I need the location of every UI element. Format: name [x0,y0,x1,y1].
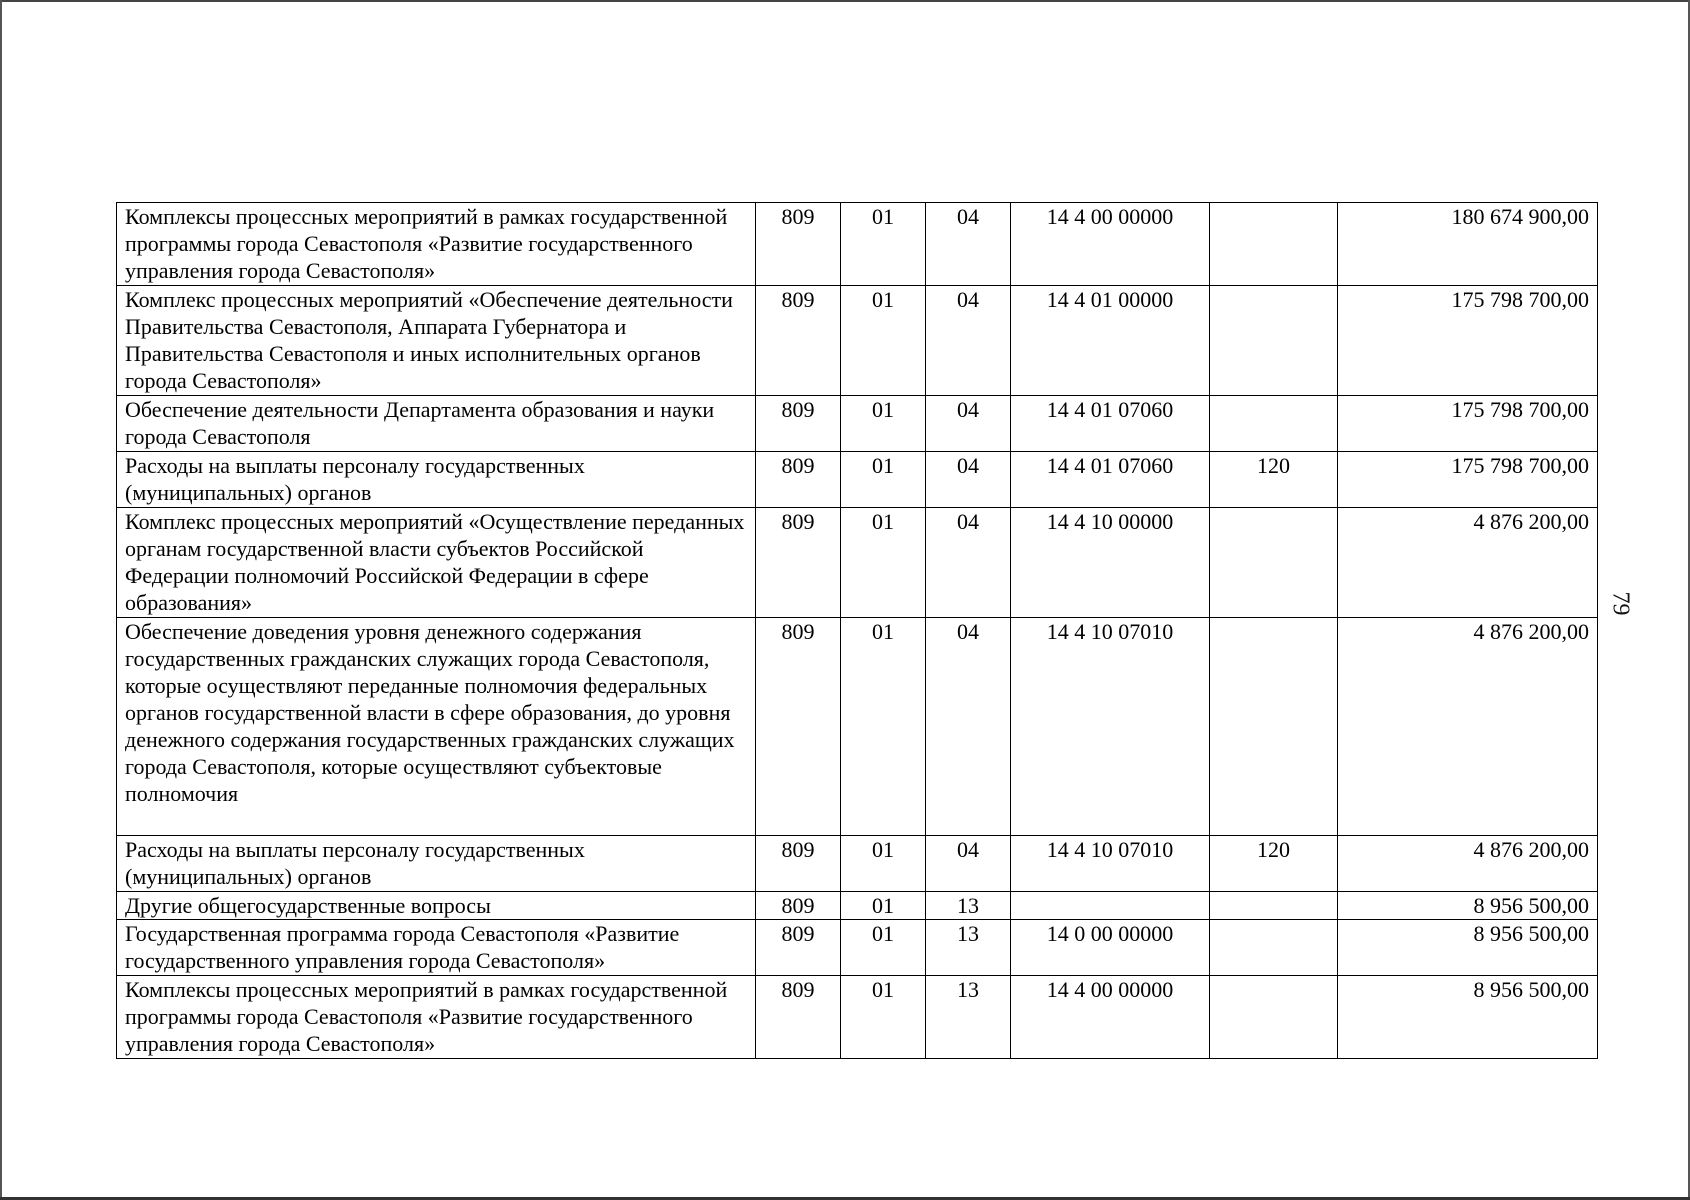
row-sum: 4 876 200,00 [1338,618,1598,836]
row-ved: 809 [756,920,841,976]
table-row [117,452,1598,508]
row-csr: 14 4 10 07010 [1011,836,1210,892]
table-row [117,920,1598,976]
row-ved: 809 [756,396,841,452]
row-name: Обеспечение деятельности Департамента образования и науки города Севастополя [117,396,756,452]
row-sum: 4 876 200,00 [1338,836,1598,892]
row-pr: 13 [926,920,1011,976]
table-row [117,396,1598,452]
row-sum: 175 798 700,00 [1338,286,1598,396]
row-sum: 175 798 700,00 [1338,452,1598,508]
row-rz: 01 [841,452,926,508]
row-vr [1210,976,1338,1059]
row-ved: 809 [756,892,841,920]
row-name: Расходы на выплаты персоналу государственных (муниципальных) органов [117,452,756,508]
row-sum: 4 876 200,00 [1338,508,1598,618]
row-rz: 01 [841,836,926,892]
row-vr [1210,203,1338,286]
row-csr: 14 0 00 00000 [1011,920,1210,976]
table-row [117,286,1598,396]
row-vr [1210,892,1338,920]
scan-edge-left [0,0,2,1200]
row-rz: 01 [841,976,926,1059]
row-csr: 14 4 10 07010 [1011,618,1210,836]
row-rz: 01 [841,618,926,836]
row-csr [1011,892,1210,920]
row-name: Комплексы процессных мероприятий в рамках государственной программы города Севастополя «Развитие государственного управления города Севастополя» [117,203,756,286]
row-vr [1210,920,1338,976]
row-vr [1210,618,1338,836]
row-csr: 14 4 10 00000 [1011,508,1210,618]
row-vr [1210,396,1338,452]
row-name: Другие общегосударственные вопросы [117,892,756,920]
row-ved: 809 [756,976,841,1059]
row-sum: 8 956 500,00 [1338,920,1598,976]
table-row [117,836,1598,892]
table-row [117,508,1598,618]
row-pr: 04 [926,396,1011,452]
row-pr: 04 [926,286,1011,396]
row-pr: 04 [926,618,1011,836]
row-ved: 809 [756,836,841,892]
row-rz: 01 [841,920,926,976]
row-name: Комплекс процессных мероприятий «Осуществление переданных органам государственной власти субъектов Российской Федерации полномочий Российской Федерации в сфере образования» [117,508,756,618]
row-csr: 14 4 01 00000 [1011,286,1210,396]
row-ved: 809 [756,508,841,618]
row-csr: 14 4 00 00000 [1011,976,1210,1059]
row-ved: 809 [756,286,841,396]
row-csr: 14 4 01 07060 [1011,396,1210,452]
row-sum: 180 674 900,00 [1338,203,1598,286]
row-vr [1210,508,1338,618]
row-rz: 01 [841,508,926,618]
row-rz: 01 [841,286,926,396]
table-row [117,618,1598,836]
row-sum: 8 956 500,00 [1338,892,1598,920]
scan-edge-top [0,0,1690,2]
row-ved: 809 [756,618,841,836]
page-number: 79 [1607,591,1634,616]
row-pr: 04 [926,203,1011,286]
row-vr [1210,286,1338,396]
budget-table [116,202,1598,1059]
table-row [117,976,1598,1059]
row-name: Комплекс процессных мероприятий «Обеспечение деятельности Правительства Севастополя, Аппарата Губернатора и Правительства Севастополя и иных исполнительных органов города Севастополя» [117,286,756,396]
row-ved: 809 [756,203,841,286]
row-pr: 04 [926,452,1011,508]
row-vr: 120 [1210,452,1338,508]
row-sum: 8 956 500,00 [1338,976,1598,1059]
row-ved: 809 [756,452,841,508]
table-row [117,203,1598,286]
row-pr: 13 [926,976,1011,1059]
row-rz: 01 [841,203,926,286]
row-name: Комплексы процессных мероприятий в рамках государственной программы города Севастополя «Развитие государственного управления города Севастополя» [117,976,756,1059]
row-pr: 13 [926,892,1011,920]
row-csr: 14 4 00 00000 [1011,203,1210,286]
row-name: Обеспечение доведения уровня денежного содержания государственных гражданских служащих города Севастополя, которые осуществляют переданные полномочия федеральных органов государственной власти в сфере образования, до уровня денежного содержания государственных гражданских служащих города Севастополя, которые осуществляют субъектовые полномочия [117,618,756,836]
row-name: Расходы на выплаты персоналу государственных (муниципальных) органов [117,836,756,892]
row-rz: 01 [841,892,926,920]
row-name: Государственная программа города Севастополя «Развитие государственного управления города Севастополя» [117,920,756,976]
row-pr: 04 [926,836,1011,892]
table-row [117,892,1598,920]
row-rz: 01 [841,396,926,452]
row-vr: 120 [1210,836,1338,892]
row-csr: 14 4 01 07060 [1011,452,1210,508]
row-pr: 04 [926,508,1011,618]
row-sum: 175 798 700,00 [1338,396,1598,452]
